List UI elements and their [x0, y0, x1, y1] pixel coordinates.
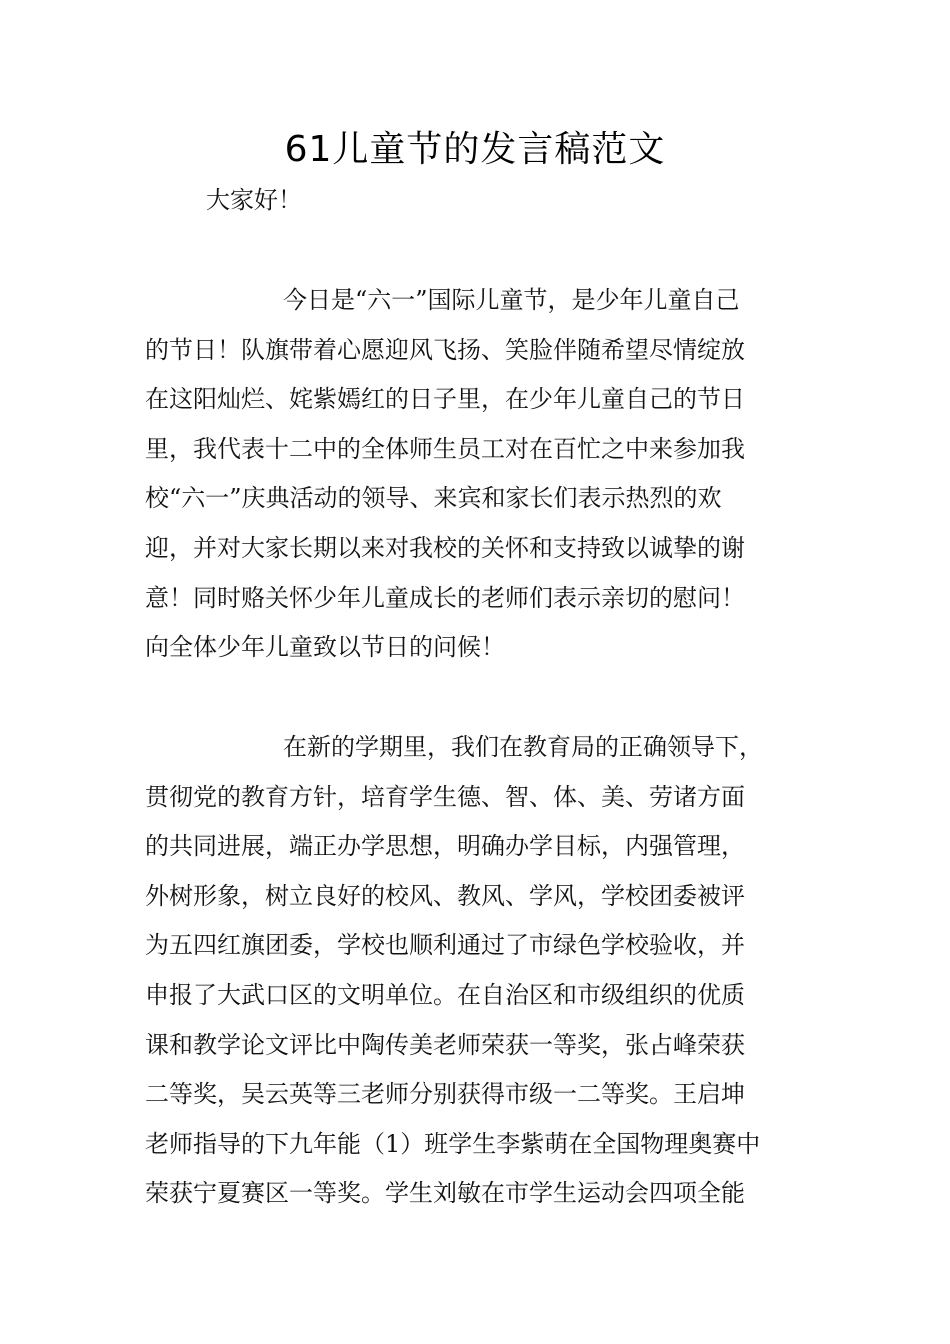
paragraph-line: 的共同进展，端正办学思想，明确办学目标，内强管理，: [145, 832, 745, 861]
paragraph-line: 二等奖，吴云英等三老师分别获得市级一二等奖。王启坤: [145, 1080, 745, 1109]
paragraph-line: 外树形象，树立良好的校风、教风、学风，学校团委被评: [145, 881, 745, 910]
paragraph-line: 贯彻党的教育方针，培育学生德、智、体、美、劳诸方面: [145, 782, 745, 811]
paragraph-line: 向全体少年儿童致以节日的问候！: [145, 633, 505, 662]
document-title: 61儿童节的发言稿范文: [284, 129, 666, 170]
paragraph-line: 意！同时赂关怀少年儿童成长的老师们表示亲切的慰问！: [145, 583, 745, 612]
paragraph-line: 在新的学期里，我们在教育局的正确领导下，: [283, 733, 763, 761]
paragraph-2: [145, 723, 815, 1219]
paragraph-line: 老师指导的下九年能（1）班学生李紫萌在全国物理奥赛中: [145, 1129, 761, 1158]
paragraph-line: 申报了大武口区的文明单位。在自治区和市级组织的优质: [145, 980, 745, 1009]
paragraph-line: 的节日！队旗带着心愿迎风飞扬、笑脸伴随希望尽情绽放: [145, 335, 745, 364]
paragraph-line: 为五四红旗团委，学校也顺利通过了市绿色学校验收，并: [145, 931, 745, 960]
paragraph-line: 里，我代表十二中的全体师生员工对在百忙之中来参加我: [145, 434, 745, 463]
greeting-text: 大家好！: [206, 186, 302, 214]
paragraph-line: 迎，并对大家长期以来对我校的关怀和支持致以诚挚的谢: [145, 533, 745, 562]
paragraph-line: 课和教学论文评比中陶传美老师荣获一等奖，张占峰荣获: [145, 1030, 745, 1059]
paragraph-line: 今日是“六一”国际儿童节，是少年儿童自己: [283, 286, 740, 314]
paragraph-line: 在这阳灿烂、姹紫嫣红的日子里，在少年儿童自己的节日: [145, 385, 745, 414]
paragraph-line: 校“六一”庆典活动的领导、来宾和家长们表示热烈的欢: [145, 484, 722, 513]
paragraph-line: 荣获宁夏赛区一等奖。学生刘敏在市学生运动会四项全能: [145, 1179, 745, 1208]
paragraph-1: [145, 276, 815, 673]
